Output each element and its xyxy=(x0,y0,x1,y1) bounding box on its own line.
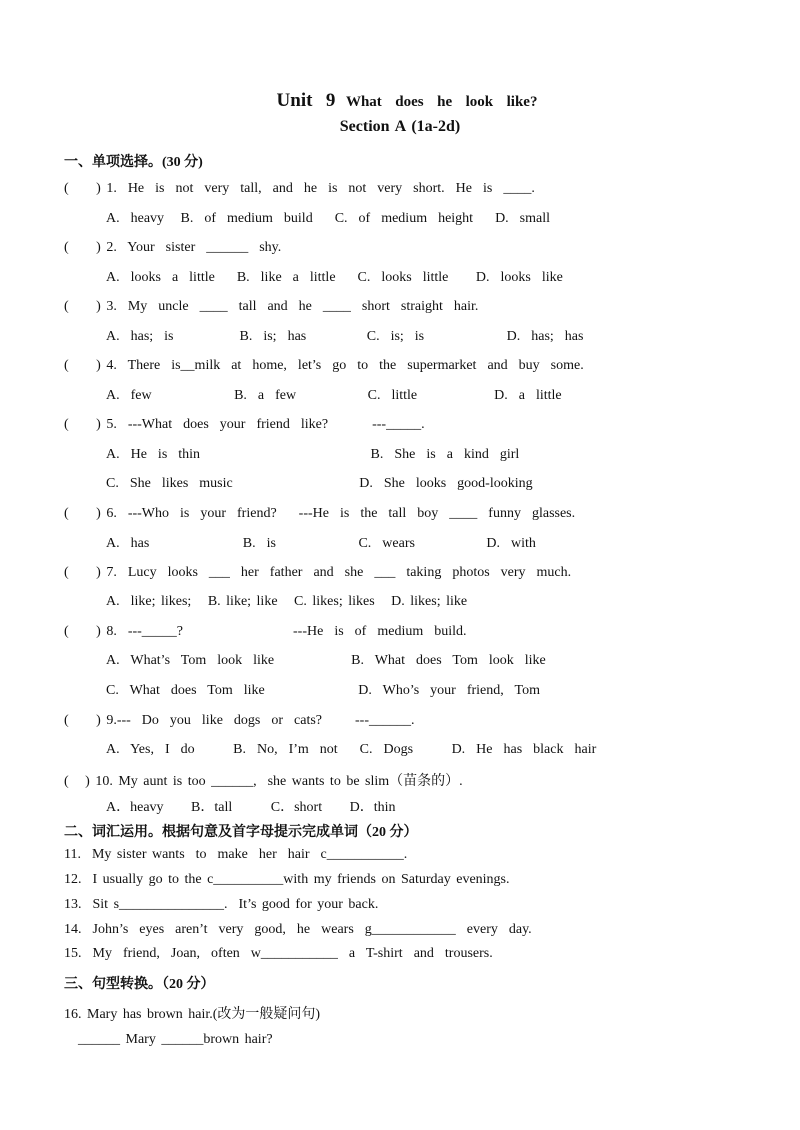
transform-item-16: 16. Mary has brown hair.(改为一般疑问句) xyxy=(64,1007,321,1022)
title-question: What does he look like? xyxy=(345,94,538,110)
vocab-item-11: 11. My sister wants to make her hair c___________. xyxy=(64,847,408,862)
section-title: Section A (1a-2d) xyxy=(339,118,461,135)
question-8-options-row2: C. What does Tom like D. Who’s your friend, Tom xyxy=(106,683,540,698)
question-6: ( ) 6. ---Who is your friend? ---He is the tall boy ____ funny glasses. xyxy=(64,506,576,521)
question-10-options: A．heavy B．tall C．short D．thin xyxy=(106,800,396,815)
question-3: ( ) 3. My uncle ____ tall and he ____ short straight hair. xyxy=(64,299,479,314)
question-9: ( ) 9.--- Do you like dogs or cats? ---______. xyxy=(64,713,415,728)
part2-heading: 二、词汇运用。根据句意及首字母提示完成单词（20 分） xyxy=(64,825,418,840)
part3-heading: 三、句型转换。（20 分） xyxy=(64,977,215,992)
vocab-item-15: 15. My friend, Joan, often w___________ a T-shirt and trousers. xyxy=(64,946,493,961)
question-6-options: A. has B. is C. wears D. with xyxy=(106,536,536,551)
vocab-item-14: 14. John’s eyes aren’t very good, he wears g____________ every day. xyxy=(64,922,532,937)
transform-item-16-answer: ______ Mary ______brown hair? xyxy=(78,1032,273,1047)
question-9-options: A. Yes, I do B. No, I’m not C. Dogs D. He has black hair xyxy=(106,742,597,757)
part1-heading: 一、单项选择。(30 分) xyxy=(64,155,203,170)
question-7: ( ) 7. Lucy looks ___ her father and she ___ taking photos very much. xyxy=(64,565,572,580)
question-5-options-row2: C. She likes music D. She looks good-looking xyxy=(106,476,533,491)
question-1-options: A. heavy B. of medium build C. of medium height D. small xyxy=(106,211,551,226)
question-1: ( ) 1. He is not very tall, and he is not very short. He is ____. xyxy=(64,181,535,196)
question-4-options: A. few B. a few C. little D. a little xyxy=(106,388,562,403)
title-unit: Unit 9 xyxy=(276,90,336,111)
question-3-options: A. has; is B. is; has C. is; is D. has; has xyxy=(106,329,584,344)
question-5: ( ) 5. ---What does your friend like? ---_____. xyxy=(64,417,425,432)
question-10: ( ) 10. My aunt is too ______, she wants to be slim（苗条的）. xyxy=(64,774,463,789)
question-7-options: A. like; likes; B. like; like C. likes; likes D. likes; like xyxy=(106,594,468,609)
vocab-item-13: 13. Sit s_______________. It’s good for your back. xyxy=(64,897,379,912)
question-2: ( ) 2. Your sister ______ shy. xyxy=(64,240,282,255)
vocab-item-12: 12. I usually go to the c__________with my friends on Saturday evenings. xyxy=(64,872,510,887)
question-8: ( ) 8. ---_____? ---He is of medium build. xyxy=(64,624,467,639)
question-2-options: A. looks a little B. like a little C. looks little D. looks like xyxy=(106,270,563,285)
question-8-options-row1: A. What’s Tom look like B. What does Tom look like xyxy=(106,653,546,668)
question-5-options-row1: A. He is thin B. She is a kind girl xyxy=(106,447,520,462)
question-4: ( ) 4. There is__milk at home, let’s go to the supermarket and buy some. xyxy=(64,358,584,373)
